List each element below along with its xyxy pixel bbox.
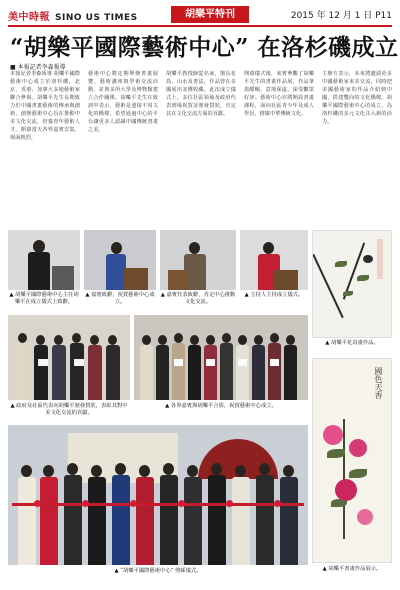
article-body (10, 70, 392, 226)
photo-award-1 (8, 315, 130, 400)
masthead-rule (8, 25, 392, 27)
byline: ■ 本報記者李森報導 (10, 64, 66, 71)
masthead (8, 6, 392, 24)
paper-name (8, 8, 138, 23)
paper-name-cn: 美中時報 (8, 11, 50, 23)
section-badge: 胡樂平特刊 (171, 6, 249, 23)
photo-caption: ▲ 胡樂平書畫作品展示。 (322, 566, 382, 572)
photo-ribbon-cutting (8, 425, 308, 565)
painting-bird (312, 230, 392, 338)
article-column: 開幕儀式後，來賓參觀了胡樂平先生的書畫作品展，作品筆墨酣暢，意境深遠，深受觀眾好評。藝術中心亦將開設書畫課程，面向社區青少年及成人學員，推廣中華傳統文化。 (244, 71, 314, 117)
article-column: 本報記者李森報導 胡樂平國際藝術中心成立於洛杉磯，北京、香港、加拿大多地藝術家聯合參與。胡樂平先生長期致力於中國書畫藝術的傳承與創新，創辦藝術中心旨在推動中美文化交流，培養青年藝術人才。開幕當天各界嘉賓雲集，場面熱烈。 (10, 71, 80, 141)
article-column: 主辦方表示，未來將邀請更多中國藝術家來美交流，同時把美國藝術家的作品介紹到中國，搭建雙向的文化橋樑。胡樂平國際藝術中心的成立，為洛杉磯的多元文化注入新的活力。 (322, 71, 392, 125)
photo-caption: ▲ 各界嘉賓與胡樂平合影，祝賀藝術中心成立。 (165, 403, 277, 409)
photo-caption: ▲ 胡樂平國際藝術中心主任胡樂平在成立儀式上致辭。 (9, 292, 79, 305)
article-column: 藝術中心將定期舉辦書畫展覽、藝術講座與學術交流活動，並與多所大學及博物館建立合作關係。胡樂平先生在致詞中表示，藝術是連接不同文化的橋樑，希望通過中心的平台讓更多人認識中國傳統書畫之美。 (88, 71, 158, 133)
photo-speaker-1 (8, 230, 80, 290)
photo-speaker-2 (84, 230, 156, 290)
headline: “胡樂平國際藝術中心” 在洛杉磯成立 (10, 34, 399, 61)
photo-caption: ▲ 政府及社區代表向胡樂平頒發賀狀，表彰其對中美文化交流的貢獻。 (10, 403, 128, 416)
photo-caption: ▲ 主持人主持成立儀式。 (244, 292, 304, 298)
date-page: 2015 年 12 月 1 日 P11 (290, 11, 392, 21)
photo-caption: ▲ 嘉賓致辭，祝賀藝術中心成立。 (85, 292, 155, 305)
photo-speaker-3 (160, 230, 236, 290)
photo-caption: ▲ “胡樂平國際藝術中心” 剪綵儀式。 (114, 568, 202, 574)
photo-award-group (134, 315, 308, 400)
painting-inscription: 國色天香 (374, 367, 383, 399)
article-column: 胡樂平教授師從名家，擅長花鳥、山水及書法，作品曾在多國展出並獲收藏。此次成立儀式上，多位社區領袖及政府代表到場祝賀並頒發賀狀，肯定其在文化交流方面的貢獻。 (166, 71, 236, 117)
painting-flowers (312, 358, 392, 563)
photo-caption: ▲ 嘉賓代表致辭，肯定中心推動文化交流。 (160, 292, 236, 305)
paper-name-en: SINO US TIMES (55, 12, 138, 23)
photo-speaker-4 (240, 230, 308, 290)
photo-caption: ▲ 胡樂平花鳥畫作品。 (325, 340, 379, 346)
